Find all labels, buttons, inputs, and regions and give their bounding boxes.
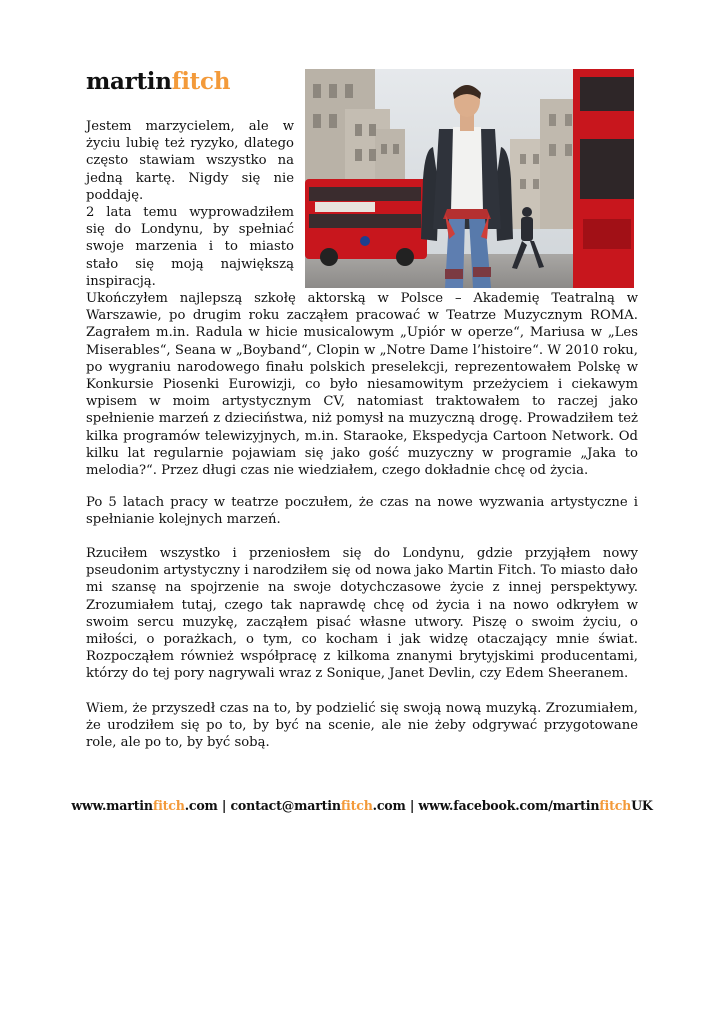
website-part-1: www.martin [71,798,153,813]
intro-paragraph-1: Jestem marzycielem, ale w życiu lubię też ryzyko, dlatego często stawiam wszystko na jedną kartę. Nigdy się nie poddaję. [86,119,294,203]
website-part-3: .com [184,798,218,813]
facebook-part-1: www.facebook.com/martin [418,798,600,813]
website-part-2: fitch [152,798,185,813]
footer-contacts [0,798,724,813]
body-paragraph-1: Ukończyłem najlepszą szkołę aktorską w Polsce – Akademię Teatralną w Warszawie, po drugim roku zacząłem pracować w Teatrze Muzycznym ROMA. Zagrałem m.in. Radula w hicie musicalowym „Upiór w operze“, Mariusa w „Les Miserables“, Seana w „Boyband“, Clopin w „Notre Dame l’histoire“. W 2010 roku, po wygraniu narodowego finału polskich preselekcji, reprezentowałem Polskę w Konkursie Piosenki Eurowizji, co było niesamowitym przeżyciem i ciekawym wpisem w moim artystycznym CV, natomiast traktowałem to raczej jako spełnienie marzeń z dzieciństwa, niż pomysł na muzyczną drogę. Prowadziłem też kilka programów telewizyjnych, m.in. Staraoke, Ekspedycja Cartoon Network. Od kilku lat regularnie pojawiam się jako gość muzyczny w programie „Jaka to melodia?“. Przez długi czas nie wiedziałem, czego dokładnie chcę od życia. [86,291,638,479]
red-bus-right [573,69,634,288]
body-paragraph-2: Po 5 latach pracy w teatrze poczułem, że czas na nowe wyzwania artystyczne i spełnianie kolejnych marzeń. [86,495,638,528]
facebook-part-3: UK [631,798,653,813]
facebook-link[interactable] [418,798,652,813]
intro-paragraph-2: 2 lata temu wyprowadziłem się do Londynu, by spełniać swoje marzenia i to miasto stało się moją największą inspiracją. [86,205,294,289]
facebook-part-2: fitch [599,798,632,813]
email-part-1: contact@martin [230,798,341,813]
body-paragraph-3: Rzuciłem wszystko i przeniosłem się do Londynu, gdzie przyjąłem nowy pseudonim artystyczny i narodziłem się od nowa jako Martin Fitch. To miasto dało mi szansę na spojrzenie na swoje dotychczasowe życie z innej perspektywy. Zrozumiałem tutaj, czego tak naprawdę chcę od życia i na nowo odkryłem w swoim sercu muzykę, zacząłem pisać własne utwory. Piszę o swoim życiu, o miłości, o porażkach, o tym, co kocham i jak widzę otaczający mnie świat. Rozpocząłem również współpracę z kilkoma znanymi brytyjskimi producentami, którzy do tej pory nagrywali wraz z Sonique, Janet Devlin, czy Edem Sheeranem. [86,546,638,682]
portrait-photo [305,69,634,288]
email-link[interactable] [230,798,405,813]
email-part-3: .com [372,798,406,813]
email-part-2: fitch [340,798,373,813]
footer-separator-1: | [217,798,231,813]
website-link[interactable] [71,798,217,813]
logo-part-martin: martin [86,68,172,95]
body-paragraph-4: Wiem, że przyszedł czas na to, by podzielić się swoją nową muzyką. Zrozumiałem, że urodziłem się po to, by być na scenie, ale nie żeby odgrywać przygotowane role, ale po to, by być sobą. [86,701,638,751]
logo [86,68,230,95]
logo-part-fitch: fitch [171,68,231,95]
red-bus-left [305,179,427,266]
footer-separator-2: | [405,798,419,813]
